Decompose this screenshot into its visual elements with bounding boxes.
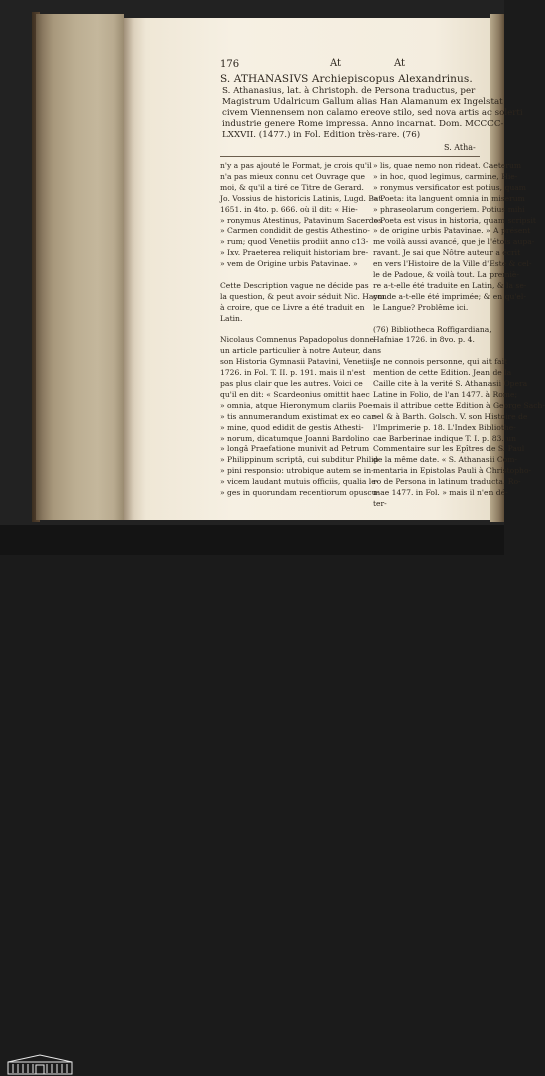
text-line: » phraseolarum congeriem. Potius mihi bbox=[373, 204, 525, 214]
text-line: » ges in quorundam recentiorum opuscu- bbox=[220, 488, 380, 497]
text-line: » de origine urbis Patavinae. » A présent bbox=[373, 226, 531, 236]
text-line: Commentaire sur les Epîtres de S. Paul bbox=[373, 444, 525, 454]
text-line: mentaria in Epistolas Pauli à Christopho- bbox=[373, 466, 532, 476]
library-building-logo-icon bbox=[6, 1054, 74, 1076]
text-line: mention de cette Edition. Jean de la bbox=[373, 368, 512, 378]
text-line: 1651. in 4to. p. 666. où il dit: « Hie- bbox=[220, 204, 358, 214]
book-page bbox=[124, 18, 545, 520]
text-line: Latine in Folio, de l'an 1477. à Rome; bbox=[373, 389, 518, 399]
entry-heading: S. ATHANASIVS Archiepiscopus Alexandrinus. bbox=[220, 73, 473, 85]
text-line: le Langue? Problême ici. bbox=[373, 302, 469, 312]
text-line: mais il attribue cette Edition à George Sach- bbox=[373, 400, 545, 410]
text-line: ter- bbox=[373, 498, 387, 508]
entry-line: civem Viennensem non calamo ereove stilo, sed nova artis ac solerti bbox=[222, 108, 523, 118]
text-line: » longâ Praefatione munivit ad Petrum bbox=[220, 444, 370, 454]
text-line: » ronymus versificator est potius, quam bbox=[373, 182, 526, 192]
text-line: re a-t-elle été traduite en Latin, & la se- bbox=[373, 280, 527, 290]
text-line: Caille cite à la verité S. Athanasii Opera bbox=[373, 379, 528, 388]
text-line: » in hoc, quod legimus, carmine, Hie- bbox=[373, 171, 518, 181]
text-line: n'y a pas ajouté le Format, je crois qu'il bbox=[220, 161, 372, 170]
text-line: » Carmen condidit de gestis Athestino- bbox=[220, 226, 370, 236]
text-line: » vicem laudant mutuis officiis, qualia le- bbox=[220, 477, 379, 487]
text-line: 1726. in Fol. T. II. p. 191. mais il n'est bbox=[220, 368, 366, 378]
text-line: » Poeta est visus in historia, quam scripsit bbox=[373, 215, 536, 225]
book-scan bbox=[0, 0, 545, 525]
text-line: » mine, quod edidit de gestis Athesti- bbox=[220, 422, 364, 432]
viewer-footer bbox=[0, 525, 504, 555]
running-head-right: At bbox=[394, 58, 406, 69]
text-line: » omnia, atque Hieronymum clariis Poe- bbox=[220, 400, 375, 410]
page-fold-shadow bbox=[124, 18, 134, 520]
text-line: à croire, que ce Livre a été traduit en bbox=[220, 302, 365, 312]
text-line: » ronymus Atestinus, Patavinum Sacerdos bbox=[220, 215, 383, 225]
text-line: moi, & qu'il a tiré ce Titre de Gerard. bbox=[220, 182, 364, 192]
section-rule bbox=[220, 156, 480, 157]
text-line: mae 1477. in Fol. » mais il n'en dé- bbox=[373, 488, 508, 497]
text-line: (76) Bibliotheca Roffigardiana, bbox=[373, 324, 492, 334]
left-page-stack bbox=[36, 14, 124, 520]
text-line: » lis, quae nemo non rideat. Caeterum bbox=[373, 161, 522, 170]
entry-line: Magistrum Udalricum Gallum alias Han Alamanum ex Ingelstat bbox=[222, 97, 503, 107]
text-line: conde a-t-elle été imprimée; & en qu'el- bbox=[373, 291, 526, 301]
entry-line: industrie genere Rome impressa. Anno incarnat. Dom. MCCCC- bbox=[222, 119, 504, 129]
text-line: qu'il en dit: « Scardeonius omittit haec bbox=[220, 389, 370, 399]
text-line: cae Barberinae indique T. I. p. 83. un bbox=[373, 433, 516, 443]
text-line: ravant. Je sai que Nôtre auteur a écrit bbox=[373, 248, 521, 258]
text-line: ro de Persona in latinum traducta. Ro- bbox=[373, 477, 521, 487]
text-line: Je ne connois personne, qui ait fait bbox=[373, 357, 508, 367]
text-line: un article particulier à notre Auteur, dans bbox=[220, 346, 382, 356]
text-line: me voilà aussi avancé, que je l'étois aupa- bbox=[373, 237, 535, 247]
text-line: Latin. bbox=[220, 313, 243, 323]
text-line: n'a pas mieux connu cet Ouvrage que bbox=[220, 171, 366, 181]
text-line: » Poeta: ita languent omnia in miserum bbox=[373, 193, 525, 203]
text-line: Hafniae 1726. in 8vo. p. 4. bbox=[373, 335, 475, 345]
text-line: son Historia Gymnasii Patavini, Venetiis, bbox=[220, 357, 377, 367]
text-line: » Ixv. Praeterea reliquit historiam bre- bbox=[220, 248, 369, 258]
text-line: » tis annumerandum existimat ex eo car- bbox=[220, 411, 378, 421]
text-line: Cette Description vague ne décide pas bbox=[220, 280, 369, 290]
page-number: 176 bbox=[220, 59, 240, 70]
text-line: le de Padoue, & voilà tout. La premiè- bbox=[373, 270, 519, 279]
text-line: » pini responsio: utrobique autem se in- bbox=[220, 466, 374, 476]
text-line: pas plus clair que les autres. Voici ce bbox=[220, 379, 363, 388]
text-line: en vers l'Histoire de la Ville d'Este & cel- bbox=[373, 259, 532, 269]
text-line: Jo. Vossius de historicis Latinis, Lugd. Bat. bbox=[220, 193, 384, 203]
text-line: de la même date. « S. Athanasii Com- bbox=[373, 455, 518, 465]
catchword: S. Atha- bbox=[444, 143, 476, 152]
text-line: sel & à Barth. Golsch. V. son Histoire de bbox=[373, 411, 528, 421]
text-line: » vem de Origine urbis Patavinae. » bbox=[220, 259, 358, 269]
entry-line: S. Athanasius, lat. à Christoph. de Persona traductus, per bbox=[222, 86, 476, 96]
text-line: » norum, dicatumque Joanni Bardolino bbox=[220, 433, 370, 443]
text-line: Nicolaus Comnenus Papadopolus donne bbox=[220, 335, 375, 345]
text-line: la question, & peut avoir séduit Nic. Haym bbox=[220, 291, 385, 301]
text-line: » Philippinum scriptâ, cui subditur Philip- bbox=[220, 455, 381, 465]
entry-line: LXXVII. (1477.) in Fol. Edition très-rare. (76) bbox=[222, 130, 421, 140]
text-line: l'Imprimerie p. 18. L'Index Bibliothe- bbox=[373, 422, 516, 432]
running-head-left: At bbox=[330, 58, 342, 69]
text-line: » rum; quod Venetiis prodiit anno c13- bbox=[220, 237, 369, 247]
